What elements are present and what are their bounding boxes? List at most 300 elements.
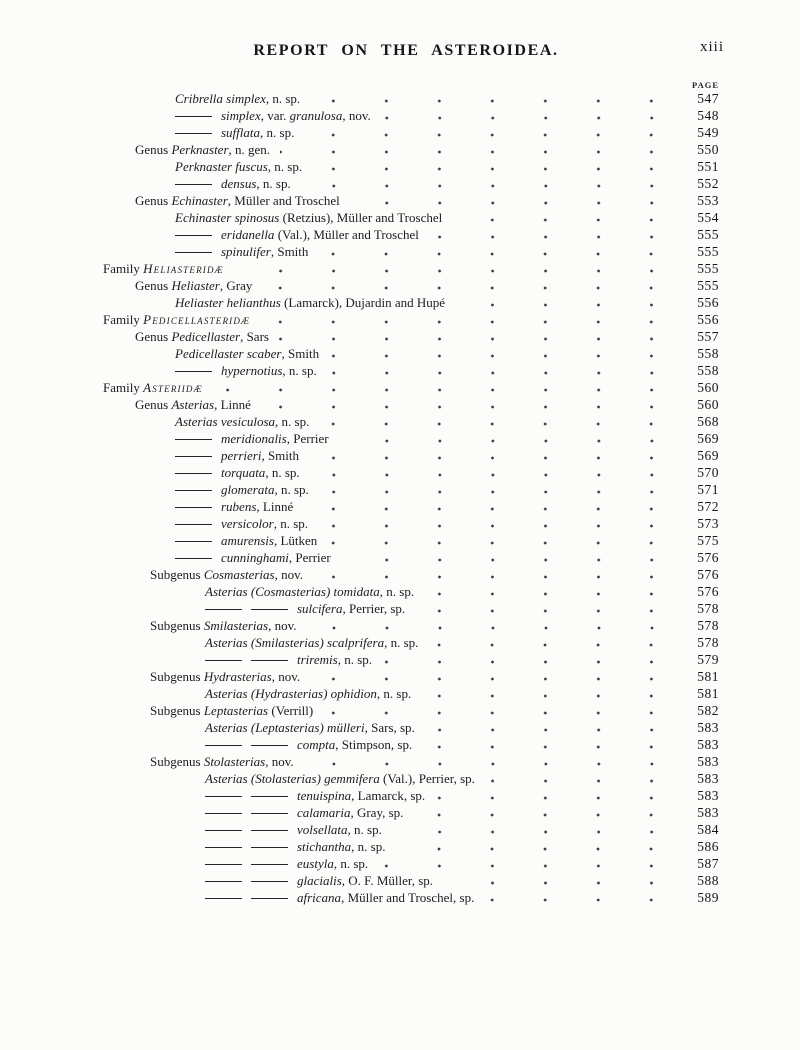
- toc-entry-segment: , Perrier: [286, 431, 329, 446]
- toc-entry-segment: Asterias (Cosmasterias) tomidata: [205, 584, 380, 599]
- toc-row: [103, 770, 719, 787]
- toc-row: [103, 600, 719, 617]
- toc-entry-text: [205, 787, 425, 804]
- dash-ditto-mark: [175, 541, 212, 542]
- toc-entry-text: [135, 328, 269, 345]
- dash-ditto-mark: [175, 133, 212, 134]
- page-number: 551: [697, 159, 719, 174]
- page-number: 583: [697, 788, 719, 803]
- toc-entry-text: [175, 362, 317, 379]
- toc-entry-segment: , O. F. Müller, sp.: [341, 873, 434, 888]
- dash-ditto-mark: [175, 490, 212, 491]
- toc-entry-segment: sulcifera: [297, 601, 343, 616]
- dot-leader: [303, 498, 678, 515]
- dash-ditto-mark: [205, 830, 242, 831]
- toc-entry-text: [175, 209, 442, 226]
- dash-ditto-mark: [251, 847, 288, 848]
- toc-entry-text: [135, 141, 270, 158]
- toc-entry-text: [205, 719, 415, 736]
- toc-entry-text: [135, 192, 340, 209]
- toc-row: [103, 651, 719, 668]
- toc-entry-segment: , n. sp.: [376, 686, 412, 701]
- dot-leader: [339, 430, 678, 447]
- toc-entry-segment: , n. sp.: [267, 159, 303, 174]
- toc-entry-segment: calamaria: [297, 805, 351, 820]
- page-number: 555: [697, 261, 719, 276]
- toc-entry-text: [205, 634, 418, 651]
- toc-entry-segment: Subgenus: [150, 618, 204, 633]
- toc-entry-text: [175, 413, 309, 430]
- dash-ditto-mark: [205, 881, 242, 882]
- toc-entry-segment: , n. sp.: [379, 584, 415, 599]
- dot-leader: [484, 889, 678, 906]
- toc-entry-segment: , Müller and Troschel, sp.: [341, 890, 475, 905]
- toc-entry-segment: , n. sp.: [282, 363, 317, 378]
- toc-entry-text: [175, 243, 308, 260]
- dash-ditto-mark: [175, 116, 212, 117]
- dot-leader: [261, 396, 678, 413]
- page-number: 555: [697, 244, 719, 259]
- page-number: 557: [697, 329, 719, 344]
- dot-leader: [327, 362, 678, 379]
- toc-entry-segment: eridanella: [221, 227, 275, 242]
- toc-entry-segment: , Lamarck, sp.: [351, 788, 426, 803]
- dot-leader: [421, 685, 678, 702]
- page-number: 589: [697, 890, 719, 905]
- page-number: 558: [697, 346, 719, 361]
- page-number: 569: [697, 448, 719, 463]
- toc-entry-text: [150, 668, 300, 685]
- toc-entry-segment: rubens: [221, 499, 257, 514]
- page-number: 552: [697, 176, 719, 191]
- toc-entry-text: [205, 889, 474, 906]
- toc-entry-segment: stichantha: [297, 839, 352, 854]
- toc-entry-segment: Heliaster: [171, 278, 220, 293]
- page-number: 550: [697, 142, 719, 157]
- toc-entry-text: [205, 651, 372, 668]
- toc-entry-segment: versicolor: [221, 516, 274, 531]
- dash-ditto-mark: [175, 235, 212, 236]
- dot-leader: [378, 855, 678, 872]
- toc-entry-text: [135, 277, 252, 294]
- page-number: 555: [697, 227, 719, 242]
- toc-entry-segment: Pedicellaster scaber: [175, 346, 282, 361]
- toc-row: [103, 379, 719, 396]
- toc-row: [103, 583, 719, 600]
- toc-entry-text: [103, 311, 250, 328]
- toc-row: [103, 107, 719, 124]
- dash-ditto-mark: [175, 371, 212, 372]
- toc-entry-segment: , n. sp.: [274, 482, 309, 497]
- toc-row: [103, 872, 719, 889]
- toc-row: [103, 90, 719, 107]
- page-number: 584: [697, 822, 719, 837]
- page-number: 583: [697, 737, 719, 752]
- toc-entry-segment: Asterias: [171, 397, 215, 412]
- toc-row: [103, 345, 719, 362]
- page-number: 579: [697, 652, 719, 667]
- toc-entry-text: [205, 770, 475, 787]
- toc-entry-text: [175, 549, 331, 566]
- dot-leader: [350, 192, 678, 209]
- dash-ditto-mark: [175, 184, 212, 185]
- toc-entry-text: [205, 736, 412, 753]
- toc-entry-segment: Subgenus: [150, 567, 204, 582]
- dot-leader: [455, 294, 678, 311]
- toc-entry-text: [175, 107, 371, 124]
- toc-entry-text: [150, 702, 313, 719]
- toc-row: [103, 753, 719, 770]
- toc-row: [103, 702, 719, 719]
- dot-leader: [309, 447, 678, 464]
- toc-entry-segment: glacialis: [297, 873, 342, 888]
- toc-entry-text: [205, 600, 405, 617]
- dash-ditto-mark: [175, 524, 212, 525]
- toc-row: [103, 617, 719, 634]
- toc-entry-text: [175, 447, 299, 464]
- toc-entry-segment: Perknaster: [171, 142, 229, 157]
- toc-entry-text: [175, 90, 300, 107]
- page-number: 588: [697, 873, 719, 888]
- toc-entry-text: [150, 753, 294, 770]
- dash-ditto-mark: [251, 745, 288, 746]
- dot-leader: [395, 838, 678, 855]
- toc-entry-segment: Cribrella simplex: [175, 91, 266, 106]
- toc-row: [103, 515, 719, 532]
- toc-row: [103, 889, 719, 906]
- toc-entry-text: [205, 838, 385, 855]
- dot-leader: [280, 141, 678, 158]
- dot-leader: [319, 413, 678, 430]
- page-number: 570: [697, 465, 719, 480]
- toc-row: [103, 821, 719, 838]
- toc-entry-segment: cunninghami: [221, 550, 289, 565]
- toc-entry-segment: , n. sp.: [333, 856, 369, 871]
- page-number: 583: [697, 805, 719, 820]
- toc-entry-segment: Smilasterias: [203, 618, 269, 633]
- toc-row: [103, 736, 719, 753]
- toc-entry-segment: Asterias (Smilasterias) scalprifera: [205, 635, 385, 650]
- toc-entry-segment: Echinaster spinosus: [175, 210, 280, 225]
- toc-entry-text: [175, 532, 317, 549]
- toc-entry-text: [175, 430, 329, 447]
- page-number: 568: [697, 414, 719, 429]
- toc-entry-text: [175, 158, 302, 175]
- toc-row: [103, 804, 719, 821]
- toc-entry-segment: , n. sp.: [337, 652, 373, 667]
- dot-leader: [318, 515, 678, 532]
- toc-entry-segment: Asterias (Hydrasterias) ophidion: [205, 686, 377, 701]
- running-head-title: REPORT ON THE ASTEROIDEA.: [253, 42, 559, 59]
- dot-leader: [422, 736, 678, 753]
- toc-row: [103, 634, 719, 651]
- dot-leader: [307, 617, 678, 634]
- toc-entry-segment: triremis: [297, 652, 338, 667]
- toc-entry-segment: , n. sp.: [347, 822, 382, 837]
- toc-entry-segment: , Smith: [270, 244, 309, 259]
- toc-entry-segment: , nov.: [268, 618, 297, 633]
- page-number: 575: [697, 533, 719, 548]
- toc-entry-segment: , nov.: [265, 754, 294, 769]
- dash-ditto-mark: [251, 830, 288, 831]
- toc-row: [103, 209, 719, 226]
- page-number: 553: [697, 193, 719, 208]
- toc-entry-segment: Subgenus: [150, 703, 204, 718]
- toc-entry-segment: Genus: [135, 142, 172, 157]
- dot-leader: [381, 107, 678, 124]
- toc-entry-segment: eustyla: [297, 856, 334, 871]
- toc-entry-segment: , n. sp.: [265, 91, 301, 106]
- toc-entry-segment: (Verrill): [268, 703, 314, 718]
- toc-row: [103, 685, 719, 702]
- toc-entry-segment: Stolasterias: [203, 754, 266, 769]
- toc-entry-segment: , Müller and Troschel: [227, 193, 340, 208]
- toc-entry-segment: (Retzius), Müller and Troschel: [279, 210, 443, 225]
- dash-ditto-mark: [175, 252, 212, 253]
- toc-entry-segment: Cosmasterias: [203, 567, 275, 582]
- toc-entry-segment: , n. sp.: [384, 635, 419, 650]
- toc-entry-segment: granulosa: [289, 108, 343, 123]
- dot-leader: [428, 634, 678, 651]
- toc-entry-segment: Asterias vesiculosa: [175, 414, 276, 429]
- toc-entry-segment: , nov.: [271, 669, 301, 684]
- dot-leader: [429, 226, 678, 243]
- toc-row: [103, 498, 719, 515]
- toc-entry-segment: Perknaster fuscus: [175, 159, 268, 174]
- toc-entry-text: [150, 566, 303, 583]
- toc-entry-segment: Asteriidæ: [143, 380, 203, 395]
- toc-entry-text: [205, 583, 414, 600]
- dot-leader: [213, 379, 678, 396]
- toc-entry-segment: , Linné: [214, 397, 251, 412]
- toc-entry-text: [150, 617, 297, 634]
- dot-leader: [392, 821, 678, 838]
- page-number: 576: [697, 567, 719, 582]
- toc-row: [103, 855, 719, 872]
- toc-entry-segment: , var.: [260, 108, 290, 123]
- dot-leader: [313, 566, 678, 583]
- toc-entry-segment: glomerata: [221, 482, 275, 497]
- toc-entry-segment: (Val.), Perrier, sp.: [379, 771, 475, 786]
- dot-leader: [327, 532, 678, 549]
- toc-entry-segment: , nov.: [342, 108, 371, 123]
- page-number: 571: [697, 482, 719, 497]
- dash-ditto-mark: [205, 609, 242, 610]
- dot-leader: [443, 872, 678, 889]
- page-number: 547: [697, 91, 719, 106]
- toc-row: [103, 838, 719, 855]
- dot-leader: [415, 600, 678, 617]
- toc-entry-segment: hypernotius: [221, 363, 283, 378]
- page-number: 583: [697, 720, 719, 735]
- toc-entry-segment: Asterias (Leptasterias) mülleri: [205, 720, 365, 735]
- toc-entry-text: [175, 481, 309, 498]
- page-number: 586: [697, 839, 719, 854]
- page-number: 587: [697, 856, 719, 871]
- toc-entry-text: [175, 515, 308, 532]
- toc-row: [103, 192, 719, 209]
- dot-leader: [319, 481, 678, 498]
- page-number: 558: [697, 363, 719, 378]
- toc-entry-segment: Echinaster: [171, 193, 228, 208]
- toc-row: [103, 430, 719, 447]
- toc-entry-segment: torquata: [221, 465, 266, 480]
- page-number: 549: [697, 125, 719, 140]
- toc-entry-segment: , Sars, sp.: [364, 720, 415, 735]
- page-number: 583: [697, 771, 719, 786]
- toc-entry-segment: , Stimpson, sp.: [335, 737, 413, 752]
- dash-ditto-mark: [251, 813, 288, 814]
- toc-row: [103, 311, 719, 328]
- dot-leader: [310, 464, 678, 481]
- toc-entry-segment: , Gray: [219, 278, 253, 293]
- toc-entry-text: [205, 872, 433, 889]
- page-number: 578: [697, 635, 719, 650]
- toc-entry-segment: (Val.), Müller and Troschel: [274, 227, 419, 242]
- toc-entry-segment: Family: [103, 261, 144, 276]
- dash-ditto-mark: [205, 660, 242, 661]
- page-number: 554: [697, 210, 719, 225]
- dash-ditto-mark: [251, 660, 288, 661]
- toc-entry-segment: Genus: [135, 329, 172, 344]
- dot-leader: [425, 719, 678, 736]
- dash-ditto-mark: [205, 847, 242, 848]
- toc-entry-segment: Subgenus: [150, 669, 204, 684]
- page-number: 582: [697, 703, 719, 718]
- page-number: 581: [697, 669, 719, 684]
- toc-entry-segment: , n. sp.: [260, 125, 295, 140]
- toc-row: [103, 175, 719, 192]
- toc-entry-segment: , n. gen.: [228, 142, 271, 157]
- toc-row: [103, 787, 719, 804]
- dot-leader: [310, 668, 678, 685]
- page-number: 556: [697, 295, 719, 310]
- toc-entry-segment: , n. sp.: [265, 465, 300, 480]
- toc-row: [103, 549, 719, 566]
- page-number: 581: [697, 686, 719, 701]
- toc-row: [103, 124, 719, 141]
- toc-entry-text: [135, 396, 251, 413]
- dot-leader: [304, 753, 678, 770]
- toc-entry-segment: Hydrasterias: [203, 669, 272, 684]
- toc-entry-segment: , n. sp.: [275, 414, 310, 429]
- page-number: 569: [697, 431, 719, 446]
- page-number: 583: [697, 754, 719, 769]
- toc-row: [103, 413, 719, 430]
- dot-leader: [279, 328, 678, 345]
- toc-row: [103, 294, 719, 311]
- dash-ditto-mark: [175, 473, 212, 474]
- dot-leader: [485, 770, 678, 787]
- toc-entry-segment: tenuispina: [297, 788, 352, 803]
- dash-ditto-mark: [175, 558, 212, 559]
- toc-entry-segment: Pedicellasteridæ: [143, 312, 251, 327]
- toc-entry-text: [205, 855, 368, 872]
- toc-entry-segment: Asterias (Stolasterias) gemmifera: [205, 771, 380, 786]
- toc-entry-text: [175, 498, 293, 515]
- toc-entry-segment: meridionalis: [221, 431, 287, 446]
- toc-entry-text: [103, 379, 203, 396]
- toc-row: [103, 447, 719, 464]
- dash-ditto-mark: [205, 813, 242, 814]
- toc-row: [103, 464, 719, 481]
- dot-leader: [424, 583, 678, 600]
- page-number: 578: [697, 601, 719, 616]
- toc-entry-text: [175, 345, 319, 362]
- toc-entry-segment: Genus: [135, 397, 172, 412]
- toc-entry-segment: , Smith: [281, 346, 320, 361]
- toc-entry-segment: perrieri: [221, 448, 262, 463]
- dot-leader: [301, 175, 678, 192]
- toc-entry-segment: Pedicellaster: [171, 329, 241, 344]
- toc-entry-segment: , n. sp.: [273, 516, 309, 531]
- dot-leader: [323, 702, 678, 719]
- dot-leader: [341, 549, 678, 566]
- toc-entry-text: [205, 685, 411, 702]
- page-column-label: PAGE: [692, 80, 719, 90]
- page-number: 572: [697, 499, 719, 514]
- toc-row: [103, 260, 719, 277]
- toc-entry-segment: (Lamarck), Dujardin and Hupé: [280, 295, 446, 310]
- dash-ditto-mark: [251, 609, 288, 610]
- toc-entry-segment: , Perrier: [288, 550, 331, 565]
- toc-entry-segment: compta: [297, 737, 336, 752]
- toc-entry-segment: , Smith: [261, 448, 300, 463]
- toc-row: [103, 226, 719, 243]
- dot-leader: [262, 277, 678, 294]
- toc-row: [103, 566, 719, 583]
- dot-leader: [312, 158, 678, 175]
- toc-entry-text: [205, 821, 382, 838]
- toc-row: [103, 668, 719, 685]
- dash-ditto-mark: [205, 796, 242, 797]
- dash-ditto-mark: [175, 439, 212, 440]
- dash-ditto-mark: [175, 456, 212, 457]
- toc-row: [103, 719, 719, 736]
- toc-row: [103, 362, 719, 379]
- dot-leader: [329, 345, 678, 362]
- page-number: 573: [697, 516, 719, 531]
- dash-ditto-mark: [251, 864, 288, 865]
- dot-leader: [234, 260, 678, 277]
- toc-entry-text: [175, 226, 419, 243]
- dash-ditto-mark: [175, 507, 212, 508]
- toc-entry-segment: Family: [103, 380, 144, 395]
- toc-row: [103, 141, 719, 158]
- toc-row: [103, 481, 719, 498]
- toc-entry-segment: africana: [297, 890, 342, 905]
- dot-leader: [435, 787, 678, 804]
- toc-entry-segment: volsellata: [297, 822, 348, 837]
- dash-ditto-mark: [251, 796, 288, 797]
- toc-entry-segment: Heliaster helianthus: [175, 295, 281, 310]
- toc-entry-segment: sufflata: [221, 125, 261, 140]
- toc-row: [103, 158, 719, 175]
- toc-list: [103, 90, 719, 906]
- toc-entry-segment: Genus: [135, 278, 172, 293]
- page-number: 560: [697, 380, 719, 395]
- dash-ditto-mark: [251, 898, 288, 899]
- dot-leader: [452, 209, 678, 226]
- page-number: 578: [697, 618, 719, 633]
- dash-ditto-mark: [251, 881, 288, 882]
- toc-entry-segment: simplex: [221, 108, 261, 123]
- toc-entry-segment: Leptasterias: [203, 703, 269, 718]
- page-number: 560: [697, 397, 719, 412]
- toc-entry-segment: , Gray, sp.: [350, 805, 404, 820]
- toc-entry-segment: , Lütken: [273, 533, 318, 548]
- toc-row: [103, 243, 719, 260]
